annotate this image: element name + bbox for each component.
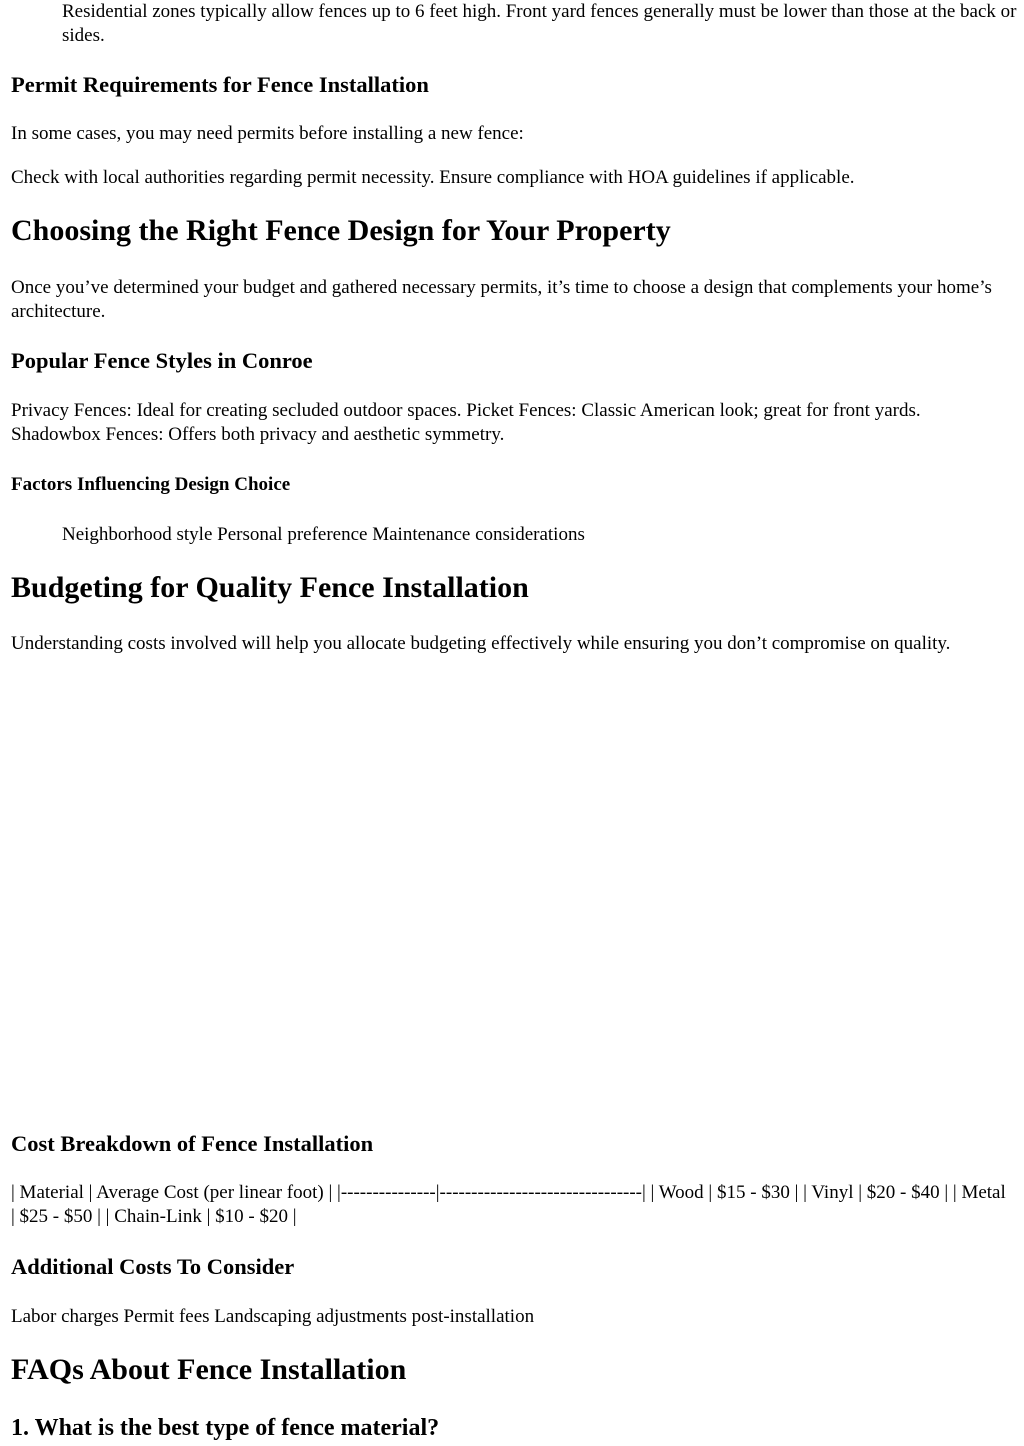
faq-heading: FAQs About Fence Installation xyxy=(11,1353,407,1386)
styles-heading: Popular Fence Styles in Conroe xyxy=(11,348,313,373)
budget-intro-text: Understanding costs involved will help you allocate budgeting effectively while ensuring you don’t compromise on quality. xyxy=(11,633,951,654)
budget-heading: Budgeting for Quality Fence Installation xyxy=(11,571,529,604)
height-rules-quote: Residential zones typically allow fences up to 6 feet high. Front yard fences generally must be lower than those at the back or sides. xyxy=(62,1,1017,46)
blank-content-area xyxy=(0,690,1024,1130)
design-intro-text: Once you’ve determined your budget and gathered necessary permits, it’s time to choose a design that complements your home’s architecture. xyxy=(11,277,992,322)
permit-heading: Permit Requirements for Fence Installation xyxy=(11,72,429,97)
cost-breakdown-heading: Cost Breakdown of Fence Installation xyxy=(11,1131,374,1156)
design-heading: Choosing the Right Fence Design for Your Property xyxy=(11,214,671,247)
styles-items-text: Privacy Fences: Ideal for creating secluded outdoor spaces. Picket Fences: Classic American look; great for front yards. Shadowbox Fences: Offers both privacy and aesthetic symmetry. xyxy=(11,400,921,445)
factors-heading: Factors Influencing Design Choice xyxy=(11,474,291,495)
factors-items-quote: Neighborhood style Personal preference Maintenance considerations xyxy=(62,524,585,545)
permit-intro-text: In some cases, you may need permits before installing a new fence: xyxy=(11,123,524,144)
cost-table-markdown-text: | Material | Average Cost (per linear foot) | |---------------|--------------------------------| | Wood | $15 - $30 | | Vinyl | $20 - $40 | | Metal | $25 - $50 | | Chain-Link | $10 - $20 | xyxy=(11,1182,1006,1227)
faq-question-1: 1. What is the best type of fence material? xyxy=(11,1415,440,1441)
additional-costs-items-text: Labor charges Permit fees Landscaping adjustments post-installation xyxy=(11,1306,535,1327)
additional-costs-heading: Additional Costs To Consider xyxy=(11,1254,295,1279)
permit-items-text: Check with local authorities regarding permit necessity. Ensure compliance with HOA guidelines if applicable. xyxy=(11,167,855,188)
